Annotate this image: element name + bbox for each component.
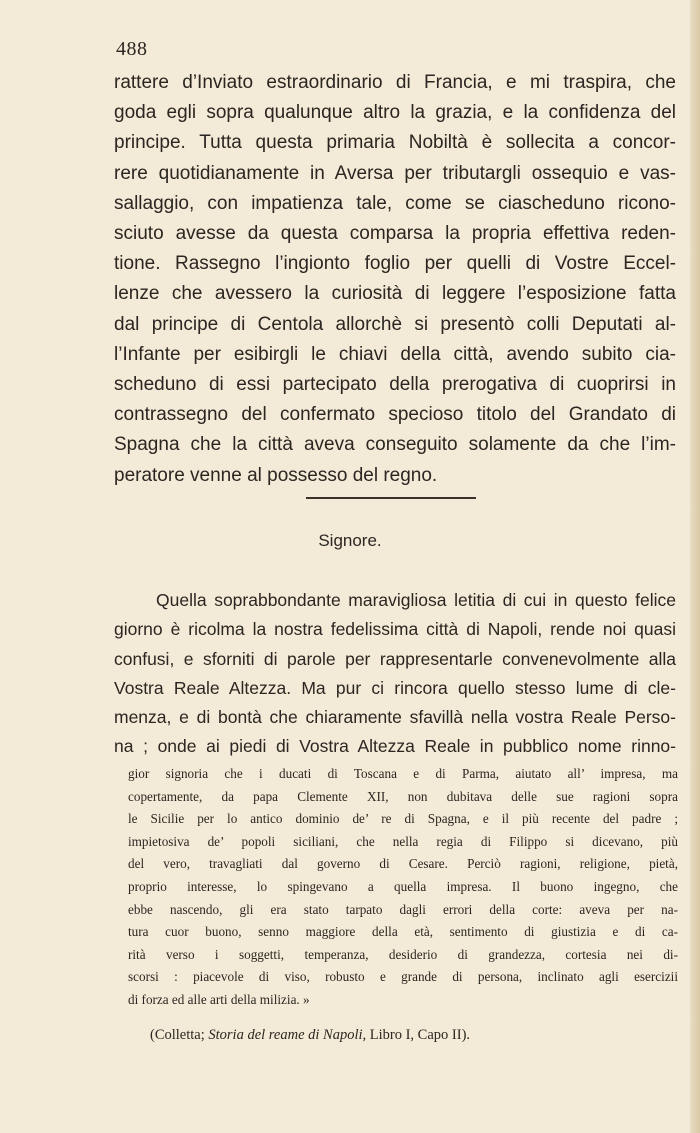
page-number: 488	[116, 38, 148, 60]
footnote-line: ebbe nascendo, gli era stato tarpato dagli errori della corte: aveva per na-	[128, 901, 678, 917]
letter-line: Quella soprabbondante maravigliosa letitia di cui in questo felice	[156, 590, 676, 610]
letter-line: menza, e di bontà che chiaramente sfavillà nella vostra Reale Perso-	[114, 707, 676, 728]
text-line: Spagna che la città aveva conseguito solamente da che l’im-	[114, 434, 676, 456]
footnote-line: rità verso i soggetti, temperanza, desiderio di grandezza, cortesia nei di-	[128, 946, 678, 962]
footnote	[128, 763, 678, 1012]
letter-line: confusi, e sforniti di parole per rappresentarle convenevolmente alla	[114, 648, 676, 669]
footnote-line: del vero, travagliati dal governo di Cesare. Perciò ragioni, religione, pietà,	[128, 856, 678, 872]
text-line: lenze che avessero la curiosità di leggere l’esposizione fatta	[114, 283, 676, 305]
footnote-line: gior signoria che i ducati di Toscana e di Parma, aiutato all’ impresa, ma	[128, 766, 678, 781]
text-line: sallaggio, con impatienza tale, come se ciascheduno ricono-	[114, 192, 676, 214]
letter-heading: Signore.	[318, 531, 382, 550]
footnote-line: di forza ed alle arti della milizia. »	[128, 991, 310, 1007]
footnote-line: proprio interesse, lo spingevano a quella impresa. Il buono ingegno, che	[128, 878, 678, 894]
text-line: peratore venne al possesso del regno.	[114, 464, 438, 486]
letter-line: giorno è ricolma la nostra fedelissima città di Napoli, rende noi quasi	[114, 619, 676, 640]
main-text	[114, 68, 676, 491]
footnote-line: scorsi : piacevole di viso, robusto e grande di persona, inclinato agli esercizii	[128, 969, 678, 985]
citation-title: Storia del reame di Napoli,	[208, 1027, 367, 1043]
footnote-line: le Sicilie per lo antico dominio de’ re di Spagna, e il più recente del padre ;	[128, 811, 678, 827]
page-edge	[690, 0, 700, 1133]
text-line: dal principe di Centola allorchè si presentò colli Deputati al-	[114, 313, 676, 335]
footnote-line: copertamente, da papa Clemente XII, non dubitava delle sue ragioni sopra	[128, 788, 678, 804]
footnote-line: impietosiva de’ popoli siciliani, che nella regia di Filippo si dicevano, più	[128, 833, 678, 849]
letter-line: Vostra Reale Altezza. Ma pur ci rincora quello stesso lume di cle-	[114, 677, 676, 698]
text-line: l’Infante per esibirgli le chiavi della città, avendo subito cia-	[114, 343, 676, 365]
text-line: contrassegno del confermato specioso titolo del Grandato di	[114, 404, 676, 426]
text-line: goda egli sopra qualunque altro la grazia, e la confidenza del	[114, 102, 676, 124]
text-line: scheduno di essi partecipato della prerogativa di cuoprirsi in	[114, 374, 676, 396]
letter-text	[114, 586, 676, 762]
text-line: rere quotidianamente in Aversa per tributargli ossequio e vas-	[114, 162, 676, 184]
text-line: rattere d’Inviato estraordinario di Francia, e mi traspira, che	[114, 72, 676, 93]
section-divider	[306, 497, 476, 499]
text-line: sciuto avesse da questa comparsa la propria effettiva reden-	[114, 223, 676, 245]
footnote-citation	[150, 1027, 470, 1044]
letter-line: na ; onde ai piedi di Vostra Altezza Reale in pubblico nome rinno-	[114, 736, 676, 757]
text-line: tione. Rassegno l’ingionto foglio per quelli di Vostre Eccel-	[114, 253, 676, 275]
citation-close: Libro I, Capo II).	[366, 1027, 471, 1043]
text-line: principe. Tutta questa primaria Nobiltà è sollecita a concor-	[114, 132, 676, 154]
footnote-line: tura cuor buono, senno maggiore della età, sentimento di giustizia e di ca-	[128, 924, 678, 940]
citation-open: (Colletta;	[150, 1027, 209, 1043]
